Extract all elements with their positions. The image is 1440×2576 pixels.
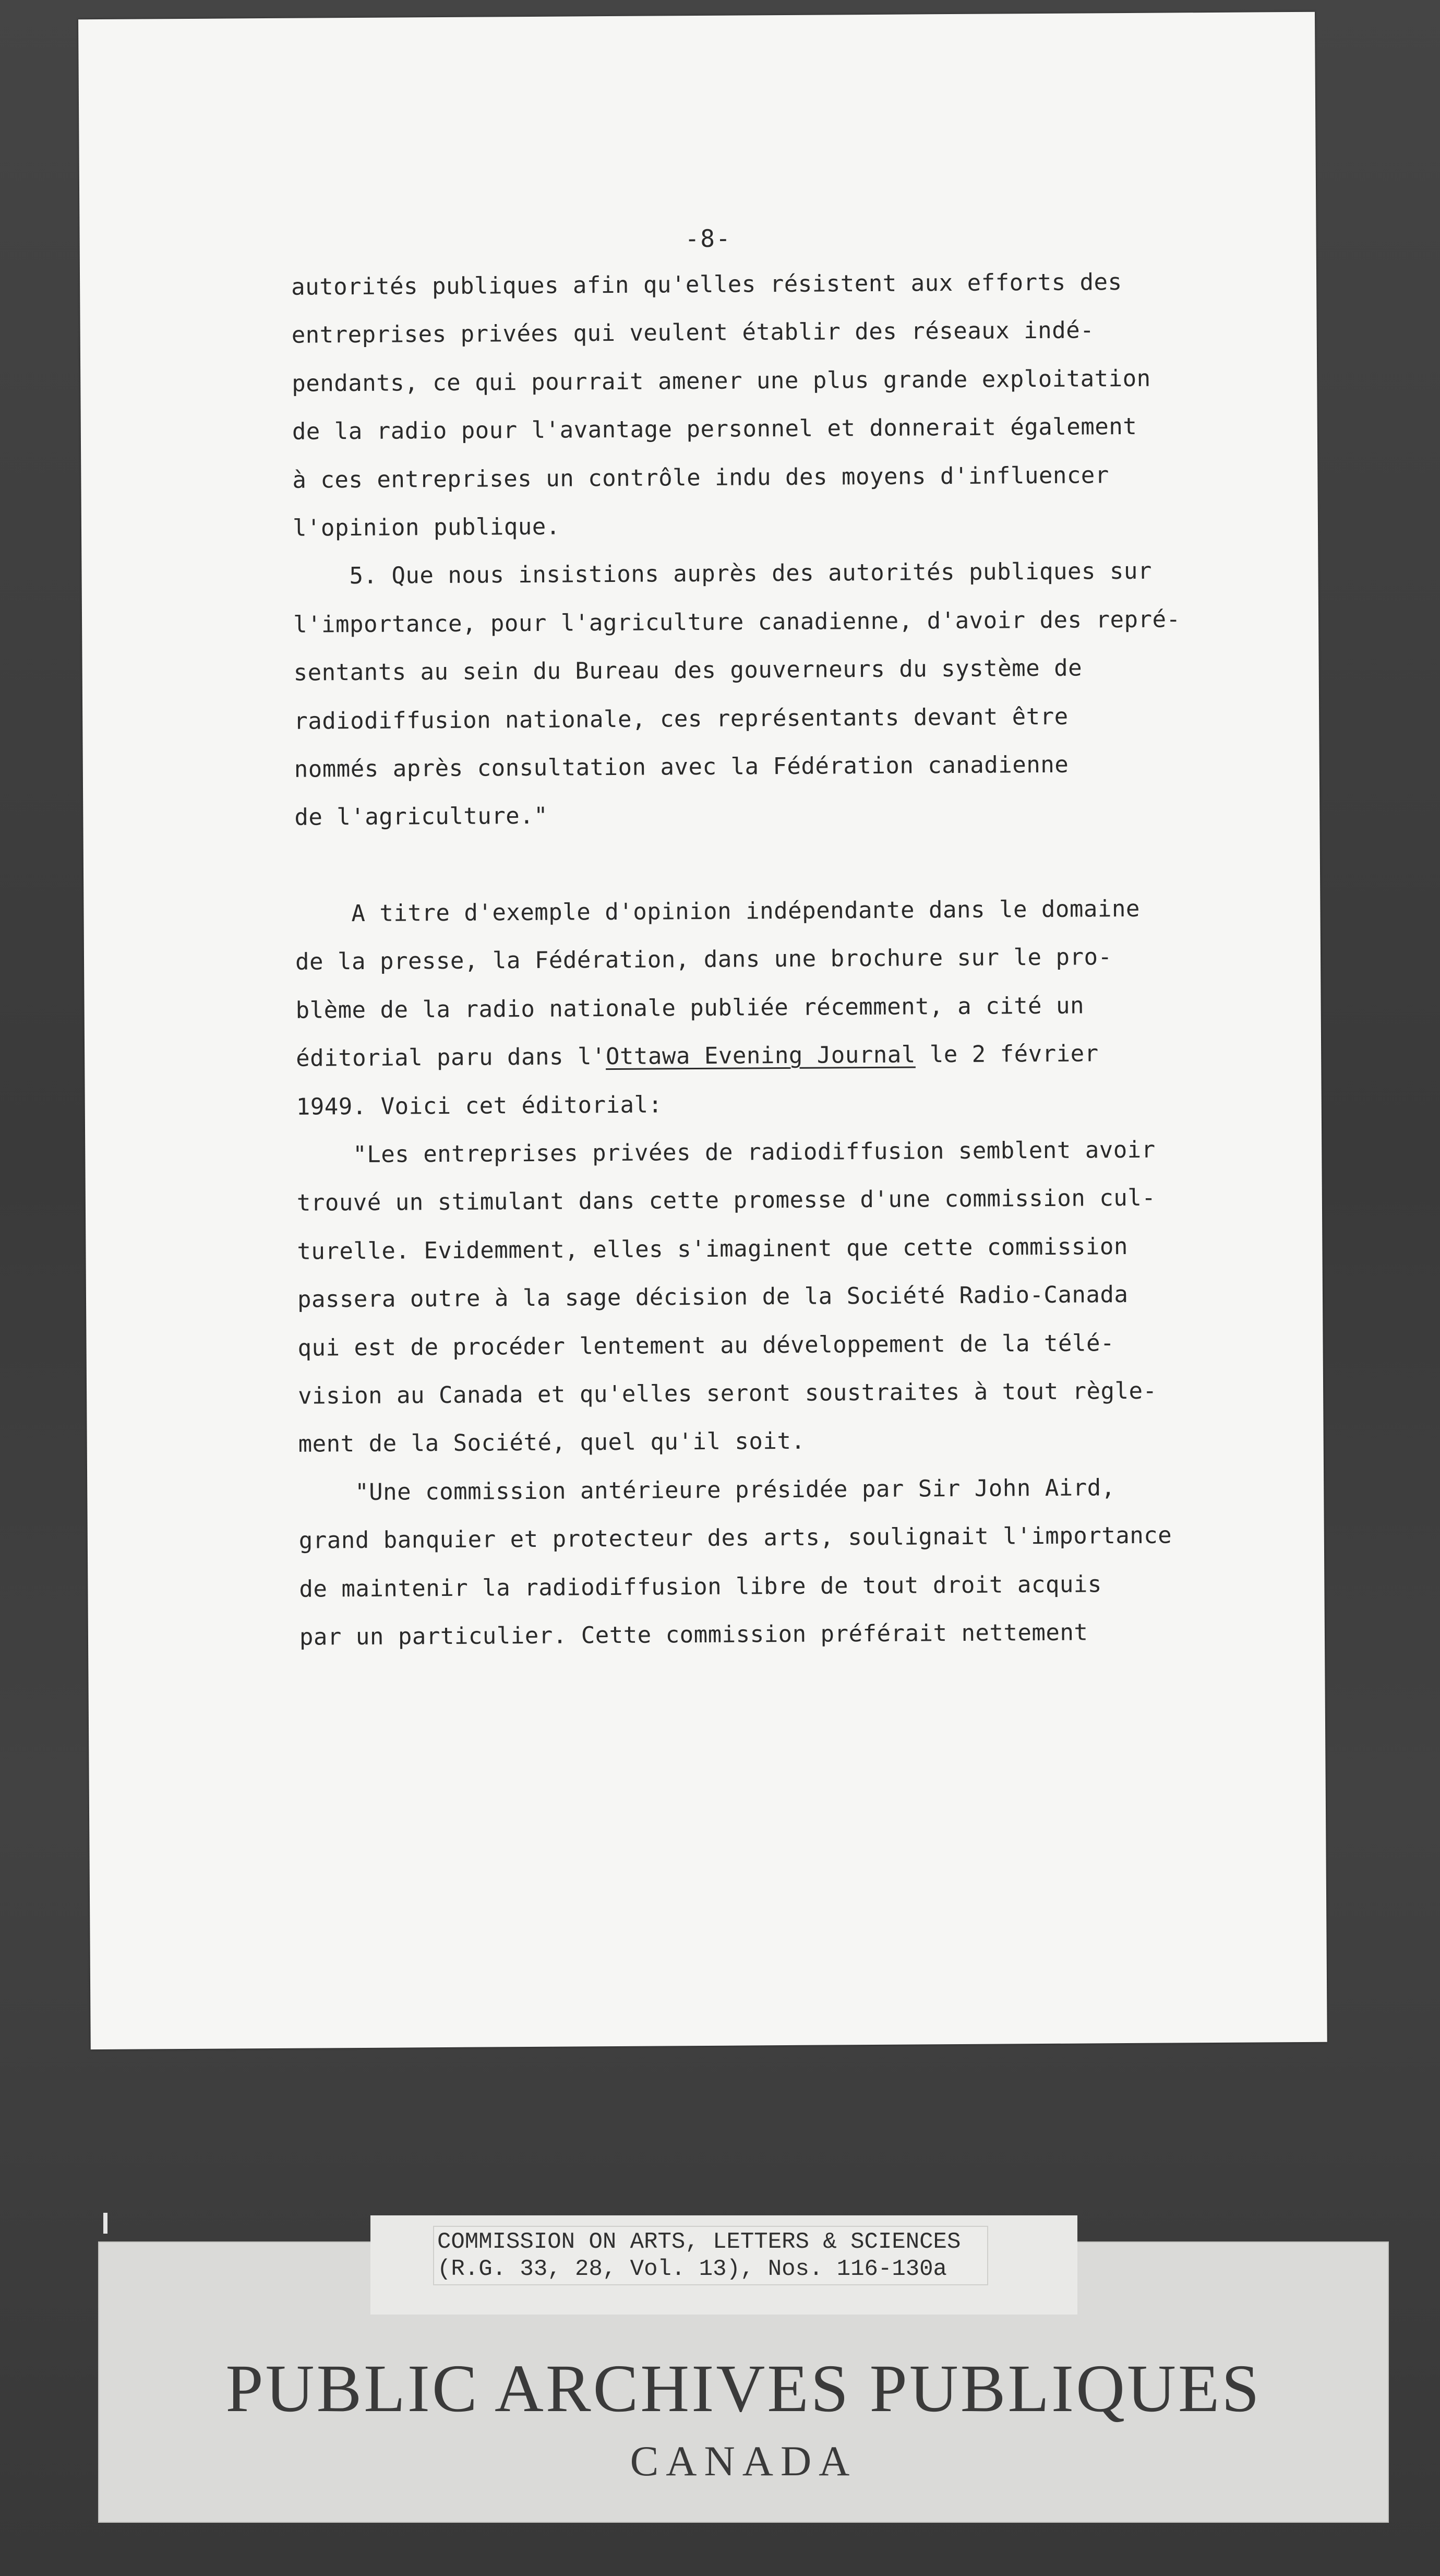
- archive-label-line-1: COMMISSION ON ARTS, LETTERS & SCIENCES: [437, 2229, 961, 2255]
- text-line: "Une commission antérieure présidée par Sir John Aird,: [298, 1474, 1115, 1506]
- text-line: "Les entreprises privées de radiodiffusion semblent avoir: [296, 1136, 1156, 1168]
- text-line: ment de la Société, quel qu'il soit.: [298, 1428, 806, 1458]
- text-line: passera outre à la sage décision de la Société Radio-Canada: [297, 1281, 1129, 1313]
- text-line-with-citation: [296, 1029, 1235, 1083]
- text-line: de la radio pour l'avantage personnel et donnerait également: [292, 413, 1137, 445]
- archive-label-line-2: (R.G. 33, 28, Vol. 13), Nos. 116-130a: [437, 2256, 947, 2282]
- text-line: par un particulier. Cette commission préférait nettement: [299, 1619, 1088, 1651]
- plaque-subtitle: CANADA: [630, 2437, 857, 2485]
- text-line: à ces entreprises un contrôle indu des moyens d'influencer: [292, 461, 1109, 494]
- text-line: A titre d'exemple d'opinion indépendante dans le domaine: [295, 895, 1141, 927]
- text-line: sentants au sein du Bureau des gouverneurs du système de: [293, 654, 1083, 686]
- text-line: 5. Que nous insistions auprès des autorités publiques sur: [293, 558, 1153, 590]
- page-number: -8-: [685, 224, 731, 253]
- typed-document-page: [78, 12, 1327, 2049]
- text-line: 1949. Voici cet éditorial:: [296, 1091, 663, 1120]
- archive-reference-label: [433, 2226, 988, 2285]
- paragraph-gap: [295, 837, 1234, 890]
- editorial-date: le 2 février: [915, 1040, 1099, 1068]
- text-line: de l'agriculture.": [294, 803, 548, 831]
- text-line: de la presse, la Fédération, dans une brochure sur le pro-: [295, 944, 1112, 976]
- text-line: entreprises privées qui veulent établir des réseaux indé-: [291, 317, 1095, 349]
- document-body: [291, 258, 1239, 1662]
- text-line: turelle. Evidemment, elles s'imaginent que cette commission: [297, 1233, 1129, 1265]
- newspaper-title: Ottawa Evening Journal: [605, 1041, 916, 1070]
- film-marker: [103, 2213, 107, 2234]
- text-line: autorités publiques afin qu'elles résistent aux efforts des: [291, 269, 1122, 301]
- text-line: pendants, ce qui pourrait amener une plus grande exploitation: [292, 365, 1151, 397]
- plaque-title: PUBLIC ARCHIVES PUBLIQUES: [225, 2351, 1262, 2426]
- text-fragment: éditorial paru dans l': [296, 1043, 606, 1072]
- text-line: trouvé un stimulant dans cette promesse d'une commission cul-: [296, 1184, 1156, 1217]
- text-line: l'importance, pour l'agriculture canadienne, d'avoir des repré-: [293, 606, 1181, 638]
- text-line: vision au Canada et qu'elles seront soustraites à tout règle-: [297, 1377, 1157, 1410]
- text-line: nommés après consultation avec la Fédération canadienne: [294, 751, 1069, 783]
- text-line: grand banquier et protecteur des arts, soulignait l'importance: [298, 1522, 1172, 1554]
- text-line: blème de la radio nationale publiée récemment, a cité un: [295, 992, 1085, 1024]
- text-line: qui est de procéder lentement au développement de la télé-: [297, 1329, 1115, 1362]
- text-line: l'opinion publique.: [292, 513, 560, 542]
- text-line: de maintenir la radiodiffusion libre de tout droit acquis: [299, 1570, 1102, 1603]
- text-line: radiodiffusion nationale, ces représentants devant être: [294, 703, 1069, 735]
